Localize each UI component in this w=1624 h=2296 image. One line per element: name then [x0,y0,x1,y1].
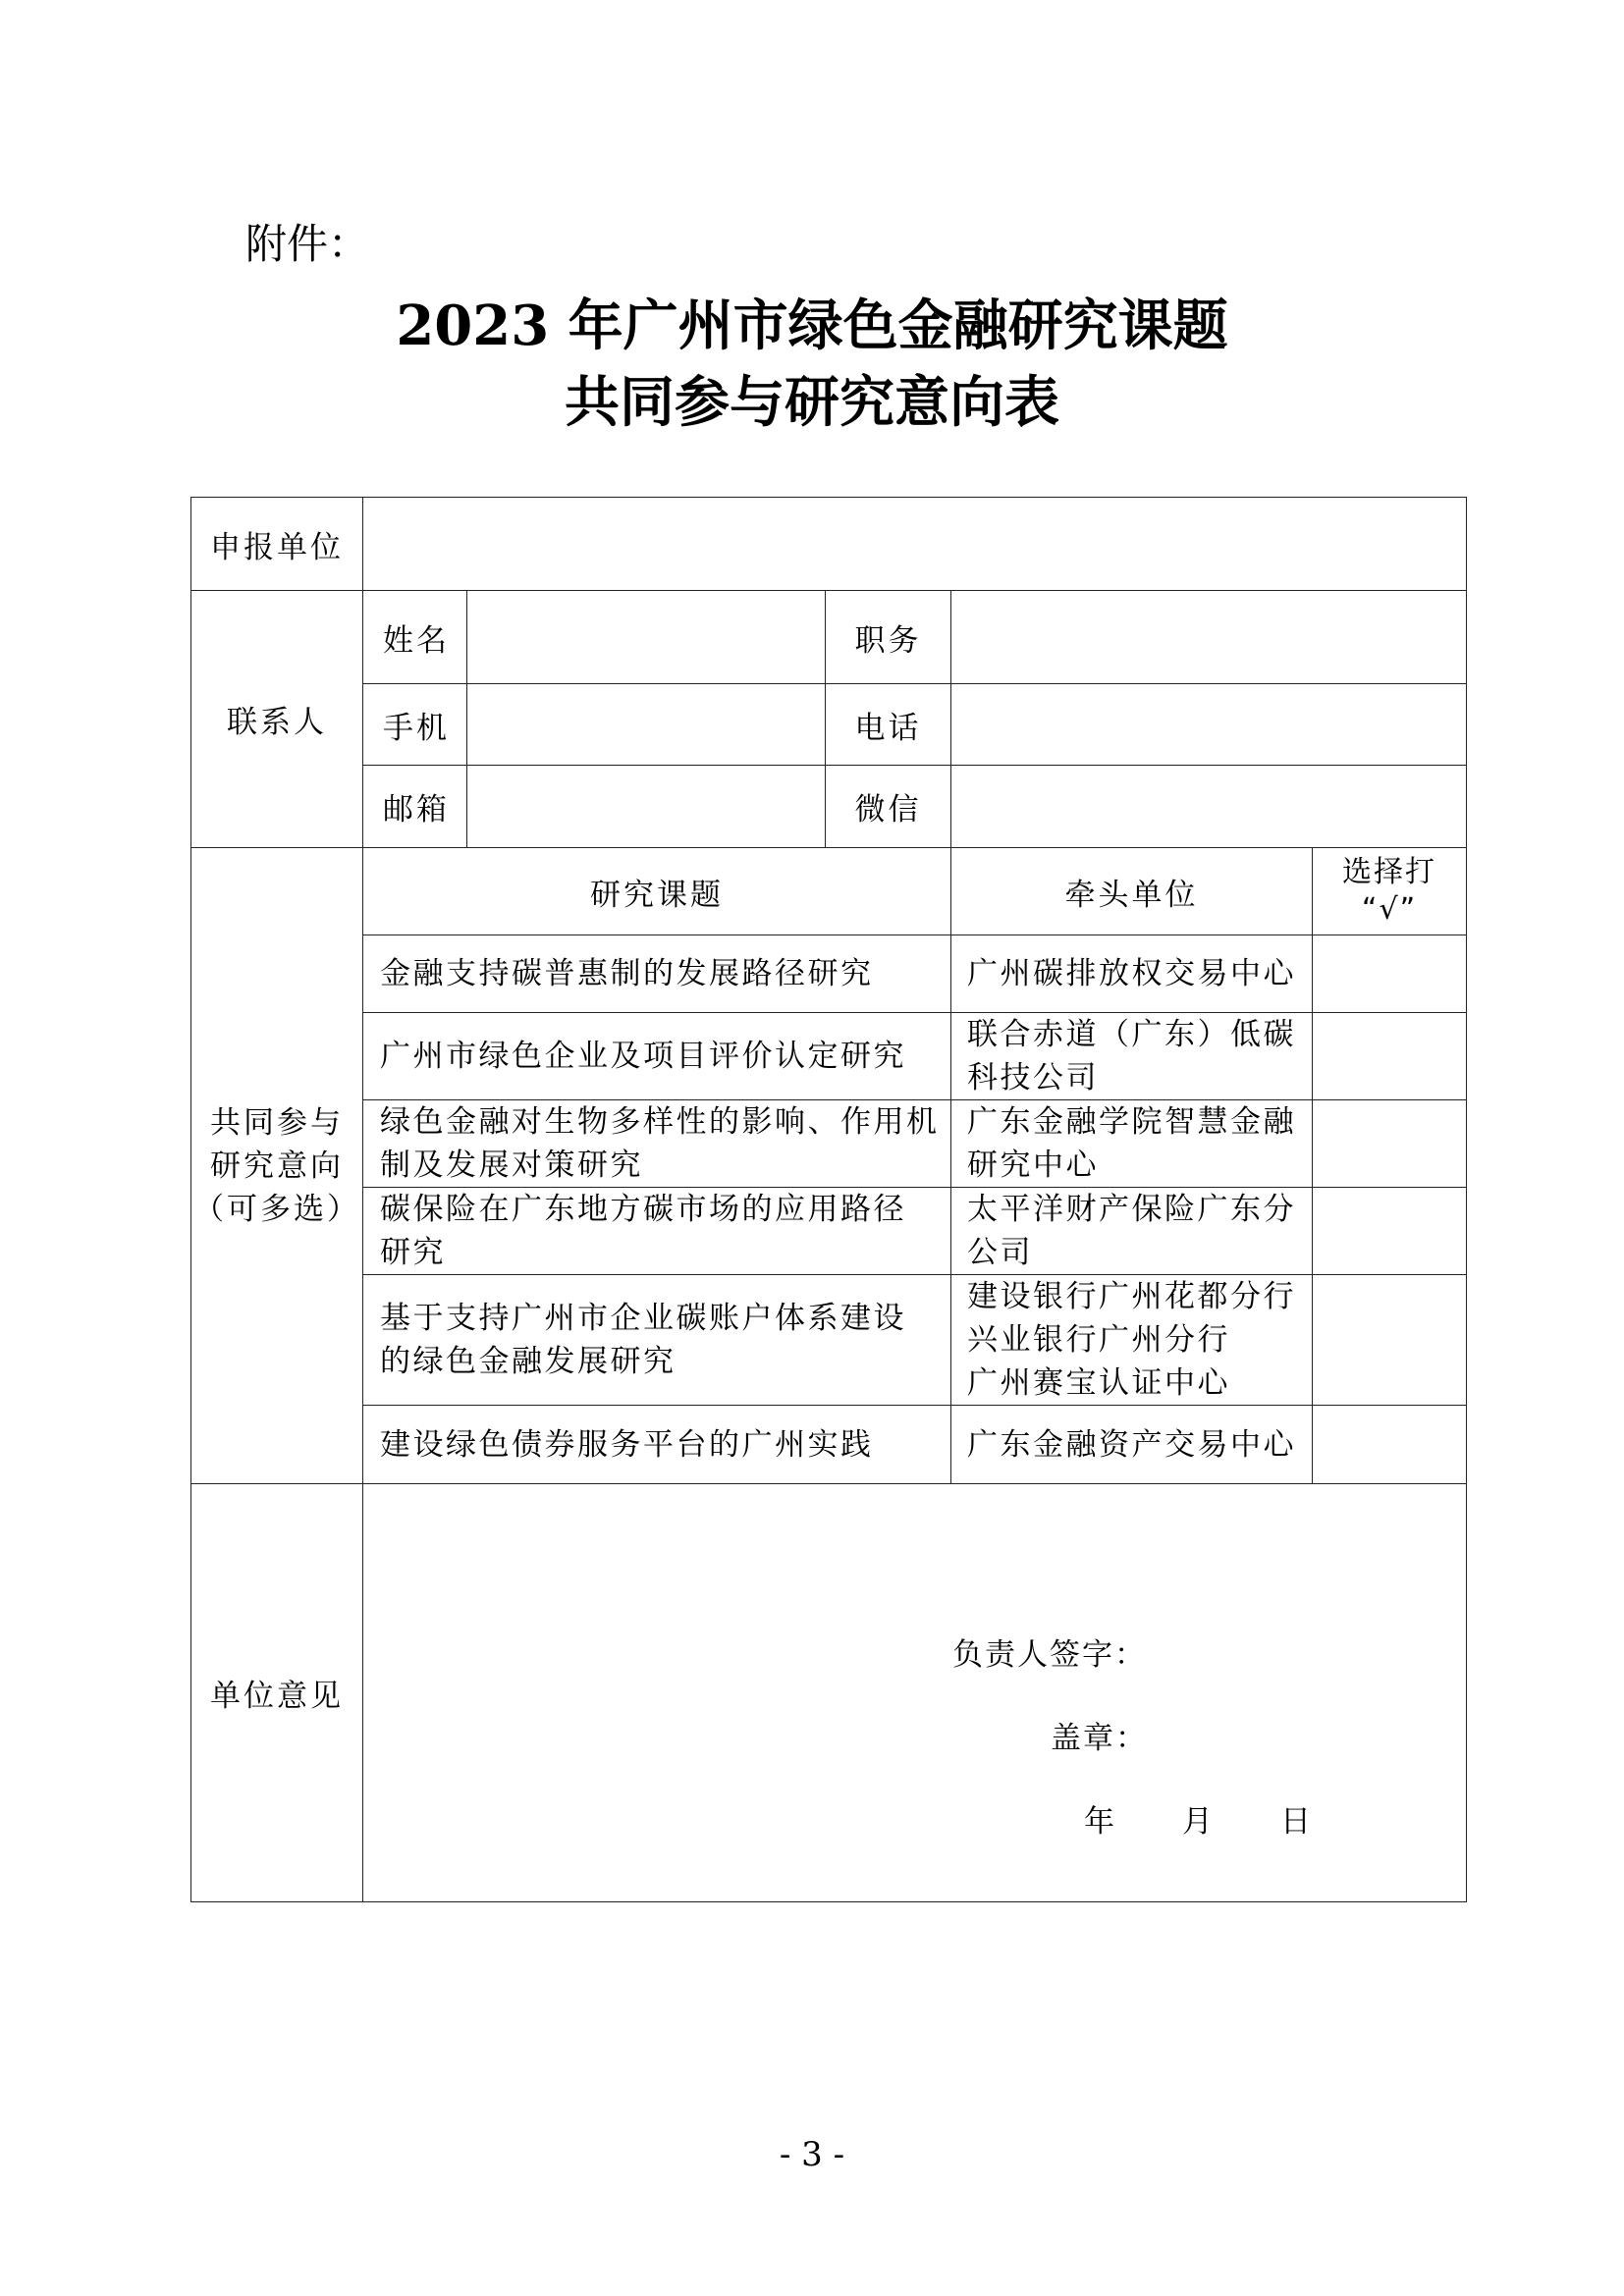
signature-label: 负责人签字： [952,1637,1147,1673]
opinion-label: 单位意见 [191,1484,363,1902]
name-field[interactable] [467,591,826,684]
select-header: 选择打 “√” [1313,848,1467,935]
lead-unit-3: 广东金融学院智慧金融 研究中心 [951,1100,1313,1188]
page-number: - 3 - [779,2135,845,2174]
select-checkbox-3[interactable] [1313,1100,1467,1188]
email-label: 邮箱 [363,766,467,848]
phone-label: 电话 [826,684,951,766]
participation-label: 共同参与 研究意向 （可多选） [191,848,363,1484]
lead-unit-5: 建设银行广州花都分行 兴业银行广州分行 广州赛宝认证中心 [951,1275,1313,1406]
applicant-label: 申报单位 [191,498,363,591]
select-checkbox-5[interactable] [1313,1275,1467,1406]
select-checkbox-2[interactable] [1313,1013,1467,1100]
lead-unit-header: 牵头单位 [951,848,1313,935]
date-day: 日 [1280,1804,1313,1840]
position-label: 职务 [826,591,951,684]
intention-form-table [190,497,1467,1902]
topic-6: 建设绿色债券服务平台的广州实践 [363,1406,951,1484]
form-title-line-2: 共同参与研究意向表 [565,370,1059,435]
topic-1: 金融支持碳普惠制的发展路径研究 [363,935,951,1013]
select-checkbox-6[interactable] [1313,1406,1467,1484]
seal-label: 盖章： [1051,1721,1148,1756]
mobile-field[interactable] [467,684,826,766]
lead-unit-2: 联合赤道（广东）低碳 科技公司 [951,1013,1313,1100]
contact-label: 联系人 [191,591,363,848]
wechat-label: 微信 [826,766,951,848]
topic-header: 研究课题 [363,848,951,935]
topic-3: 绿色金融对生物多样性的影响、作用机 制及发展对策研究 [363,1100,951,1188]
attachment-label: 附件： [245,220,370,268]
name-label: 姓名 [363,591,467,684]
applicant-field[interactable] [363,498,1467,591]
date-month: 月 [1182,1804,1215,1840]
lead-unit-6: 广东金融资产交易中心 [951,1406,1313,1484]
position-field[interactable] [951,591,1467,684]
email-field[interactable] [467,766,826,848]
mobile-label: 手机 [363,684,467,766]
topic-5: 基于支持广州市企业碳账户体系建设 的绿色金融发展研究 [363,1275,951,1406]
date-year: 年 [1084,1804,1116,1840]
select-checkbox-1[interactable] [1313,935,1467,1013]
select-checkbox-4[interactable] [1313,1188,1467,1275]
topic-4: 碳保险在广东地方碳市场的应用路径 研究 [363,1188,951,1275]
form-title-line-1: 2023 年广州市绿色金融研究课题 [396,294,1228,358]
lead-unit-1: 广州碳排放权交易中心 [951,935,1313,1013]
opinion-field[interactable] [363,1484,1467,1902]
topic-2: 广州市绿色企业及项目评价认定研究 [363,1013,951,1100]
phone-field[interactable] [951,684,1467,766]
lead-unit-4: 太平洋财产保险广东分 公司 [951,1188,1313,1275]
wechat-field[interactable] [951,766,1467,848]
